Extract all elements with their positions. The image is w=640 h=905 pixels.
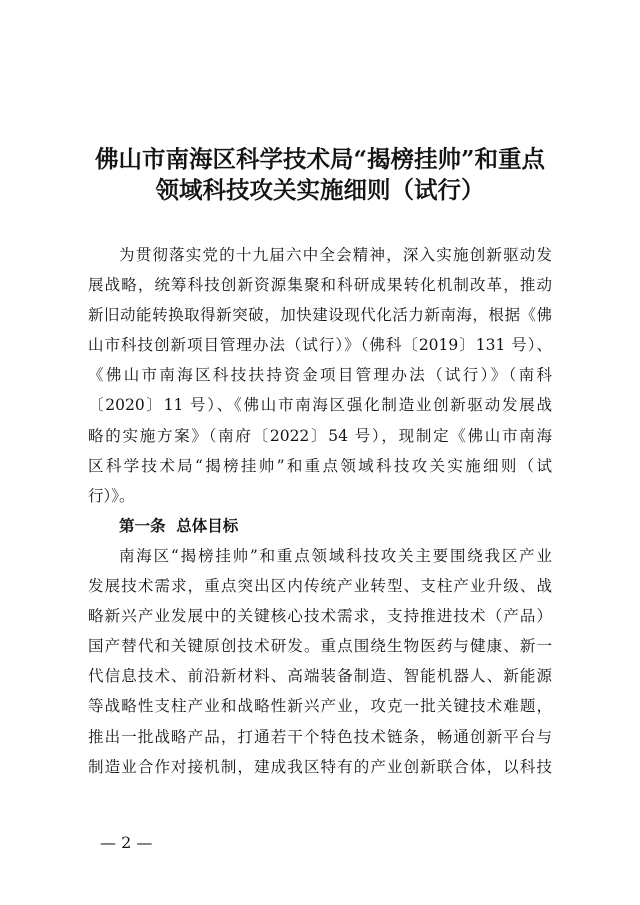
paragraph-line: 国产替代和关键原创技术研发。重点围绕生物医药与健康、新一 [88, 637, 552, 656]
paragraph-line: 南海区“揭榜挂帅”和重点领域科技攻关主要围绕我区产业 [119, 546, 552, 565]
title-line-2: 领域科技攻关实施细则（试行） [155, 176, 485, 204]
paragraph-line: 〔2020〕11 号）、《佛山市南海区强化制造业创新驱动发展战 [88, 396, 552, 415]
paragraph-line: 展战略，统筹科技创新资源集聚和科研成果转化机制改革，推动 [88, 276, 552, 295]
paragraph-line: 行）》。 [88, 486, 135, 505]
paragraph-line: 山市科技创新项目管理办法（试行）》（佛科〔2019〕131 号）、 [88, 336, 552, 355]
title-line-1: 佛山市南海区科学技术局“揭榜挂帅”和重点 [94, 145, 546, 173]
document-body [88, 240, 552, 782]
paragraph-line: 略的实施方案》（南府〔2022〕54 号），现制定《佛山市南海 [88, 426, 552, 445]
paragraph-line: 发展技术需求，重点突出区内传统产业转型、支柱产业升级、战 [88, 577, 552, 596]
paragraph-preamble [88, 240, 552, 511]
page-number: — 2 — [100, 833, 153, 852]
section-heading: 第一条 总体目标 [119, 516, 239, 535]
paragraph-line: 新旧动能转换取得新突破，加快建设现代化活力新南海，根据《佛 [88, 306, 552, 325]
paragraph-line: 等战略性支柱产业和战略性新兴产业，攻克一批关键技术难题， [88, 697, 552, 716]
document-title [0, 144, 640, 206]
paragraph-line: 略新兴产业发展中的关键核心技术需求，支持推进技术（产品） [88, 607, 552, 626]
paragraph-general-goal [88, 541, 552, 782]
paragraph-line: 区科学技术局“揭榜挂帅”和重点领域科技攻关实施细则（试 [88, 456, 552, 475]
paragraph-line: 代信息技术、前沿新材料、高端装备制造、智能机器人、新能源 [88, 667, 552, 686]
paragraph-line: 为贯彻落实党的十九届六中全会精神，深入实施创新驱动发 [119, 246, 552, 264]
paragraph-line: 《佛山市南海区科技扶持资金项目管理办法（试行）》（南科 [88, 366, 552, 385]
paragraph-line: 制造业合作对接机制，建成我区特有的产业创新联合体，以科技 [88, 757, 552, 776]
paragraph-line: 推出一批战略产品，打通若干个特色技术链条，畅通创新平台与 [88, 727, 552, 746]
